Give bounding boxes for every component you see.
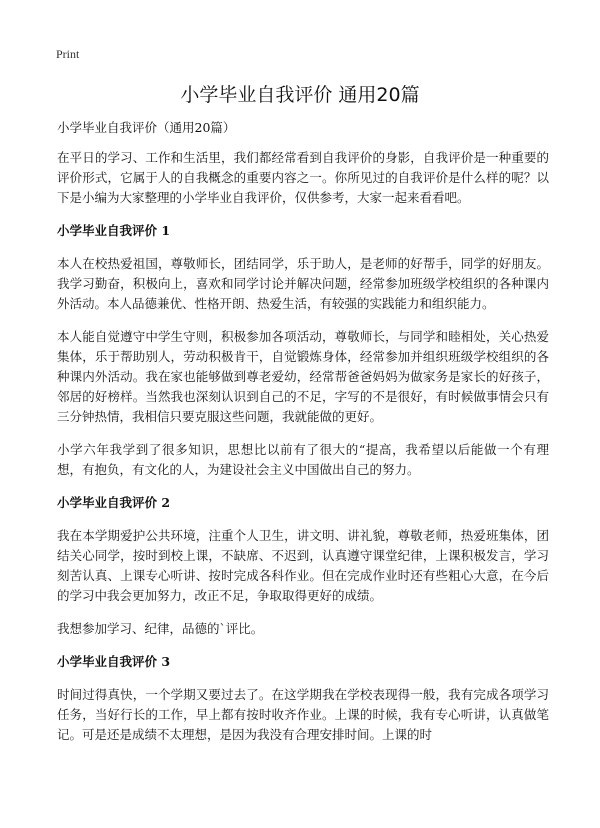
section-1-paragraph-2: 本人能自觉遵守中学生守则，积极参加各项活动，尊敬师长，与同学和睦相处，关心热爱集体，乐于帮助别人，劳动积极肯干，自觉锻炼身体，经常参加并组织班级学校组织的各种课内外活动。我在家也能够做到尊老爱幼，经常帮爸爸妈妈为做家务是家长的好孩子，邻居的好榜样。当然我也深刻认识到自己的不足，字写的不是很好，有时候做事情会只有三分钟热情，我相信只要克服这些问题，我就能做的更好。 [57,329,549,424]
section-heading-2: 小学毕业自我评价 2 [57,495,171,510]
section-1-paragraph-3: 小学六年我学到了很多知识，思想比以前有了很大的“提高，我希望以后能做一个有理想，有抱负，有文化的人，为建设社会主义中国做出自己的努力。 [57,442,549,477]
print-label: Print [56,47,80,61]
section-2-paragraph-1: 我在本学期爱护公共环境，注重个人卫生，讲文明、讲礼貌，尊敬老师，热爱班集体，团结关心同学，按时到校上课，不缺席、不迟到，认真遵守课堂纪律，上课积极发言，学习刻苦认真、上课专心听讲、按时完成各科作业。但在完成作业时还有些粗心大意，在今后的学习中我会更加努力，改正不足，争取取得更好的成绩。 [57,528,549,603]
section-heading-3: 小学毕业自我评价 3 [57,654,171,669]
article-subtitle: 小学毕业自我评价（通用20篇） [57,120,236,135]
section-2-paragraph-2: 我想参加学习、纪律，品德的`评比。 [57,621,264,636]
page-title: 小学毕业自我评价 通用20篇 [180,84,420,106]
section-heading-1: 小学毕业自我评价 1 [57,223,171,238]
article-body [57,118,549,758]
section-1-paragraph-1: 本人在校热爱祖国，尊敬师长，团结同学，乐于助人，是老师的好帮手，同学的好朋友。我学习勤奋，积极向上，喜欢和同学讨论并解决问题，经常参加班级学校组织的各种课内外活动。本人品德兼优、性格开朗、热爱生活，有较强的实践能力和组织能力。 [57,256,549,311]
intro-paragraph: 在平日的学习、工作和生活里，我们都经常看到自我评价的身影，自我评价是一种重要的评价形式，它属于人的自我概念的重要内容之一。你所见过的自我评价是什么样的呢？以下是小编为大家整理的小学毕业自我评价，仅供参考，大家一起来看看吧。 [57,150,549,205]
section-3-paragraph-1: 时间过得真快，一个学期又要过去了。在这学期我在学校表现得一般，我有完成各项学习任务，当好行长的工作，早上都有按时收齐作业。上课的时候，我有专心听讲，认真做笔记。可是还是成绩不太理想，是因为我没有合理安排时间。上课的时 [57,687,549,742]
